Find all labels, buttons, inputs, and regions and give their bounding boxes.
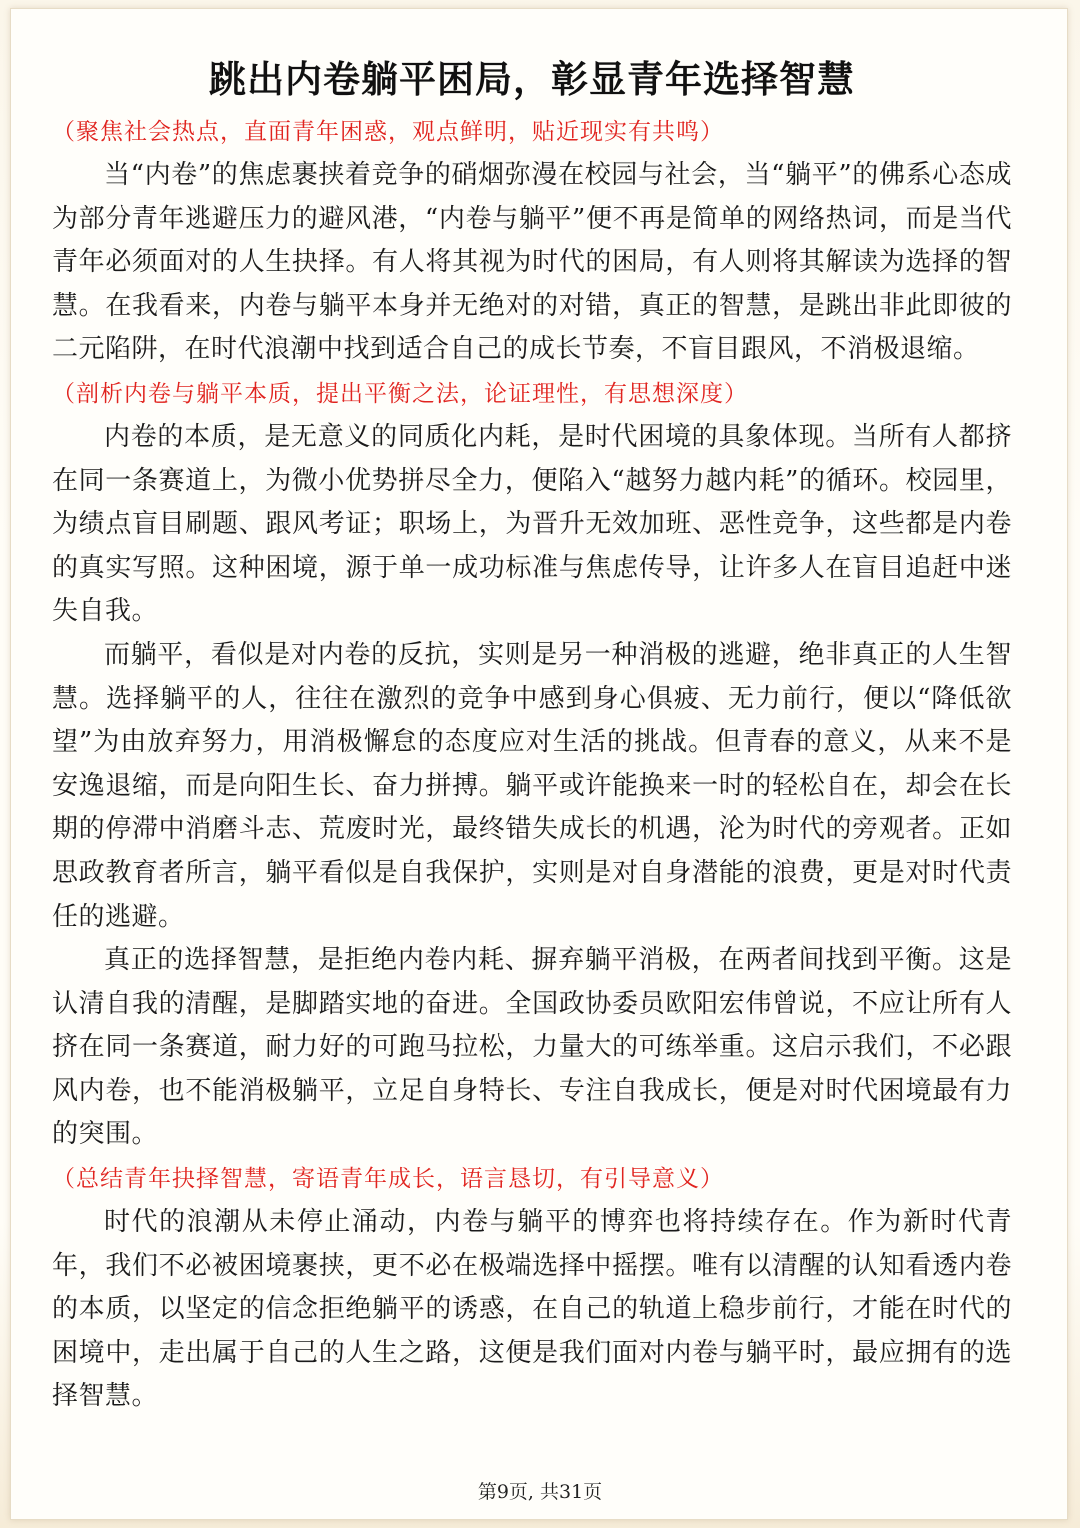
paragraph-1: 当“内卷”的焦虑裹挟着竞争的硝烟弥漫在校园与社会，当“躺平”的佛系心态成为部分青年逃避压力的避风港，“内卷与躺平”便不再是简单的网络热词，而是当代青年必须面对的人生抉择。有人将其视为时代的困局，有人则将其解读为选择的智慧。在我看来，内卷与躺平本身并无绝对的对错，真正的智慧，是跳出非此即彼的二元陷阱，在时代浪潮中找到适合自己的成长节奏，不盲目跟风，不消极退缩。 — [52, 160, 1012, 365]
annotation-2: （剖析内卷与躺平本质，提出平衡之法，论证理性，有思想深度） — [52, 380, 748, 407]
annotation-1: （聚焦社会热点，直面青年困惑，观点鲜明，贴近现实有共鸣） — [52, 119, 724, 145]
document-body — [52, 54, 1012, 1419]
paragraph-2: 内卷的本质，是无意义的同质化内耗，是时代困境的具象体现。当所有人都挤在同一条赛道上，为微小优势拼尽全力，便陷入“越努力越内耗”的循环。校园里，为绩点盲目刷题、跟风考证；职场上，为晋升无效加班、恶性竞争，这些都是内卷的真实写照。这种困境，源于单一成功标准与焦虑传导，让许多人在盲目追赶中迷失自我。 — [52, 421, 1012, 627]
paragraph-5: 时代的浪潮从未停止涌动，内卷与躺平的博弈也将持续存在。作为新时代青年，我们不必被困境裹挟，更不必在极端选择中摇摆。唯有以清醒的认知看透内卷的本质，以坚定的信念拒绝躺平的诱惑，在自己的轨道上稳步前行，才能在时代的困境中，走出属于自己的人生之路，这便是我们面对内卷与躺平时，最应拥有的选择智慧。 — [52, 1207, 1012, 1412]
paragraph-4: 真正的选择智慧，是拒绝内卷内耗、摒弃躺平消极，在两者间找到平衡。这是认清自我的清醒，是脚踏实地的奋进。全国政协委员欧阳宏伟曾说，不应让所有人挤在同一条赛道，耐力好的可跑马拉松，力量大的可练举重。这启示我们，不必跟风内卷，也不能消极躺平，立足自身特长、专注自我成长，便是对时代困境最有力的突围。 — [52, 945, 1012, 1150]
paragraph-3: 而躺平，看似是对内卷的反抗，实则是另一种消极的逃避，绝非真正的人生智慧。选择躺平的人，往往在激烈的竞争中感到身心俱疲、无力前行，便以“降低欲望”为由放弃努力，用消极懈怠的态度应对生活的挑战。但青春的意义，从来不是安逸退缩，而是向阳生长、奋力拼搏。躺平或许能换来一时的轻松自在，却会在长期的停滞中消磨斗志、荒废时光，最终错失成长的机遇，沦为时代的旁观者。正如思政教育者所言，躺平看似是自我保护，实则是对自身潜能的浪费，更是对时代责任的逃避。 — [52, 639, 1012, 932]
annotation-3: （总结青年抉择智慧，寄语青年成长，语言恳切，有引导意义） — [52, 1166, 724, 1193]
page-title: 跳出内卷躺平困局，彰显青年选择智慧 — [209, 58, 855, 101]
page-number: 第9页, 共31页 — [477, 1481, 603, 1503]
